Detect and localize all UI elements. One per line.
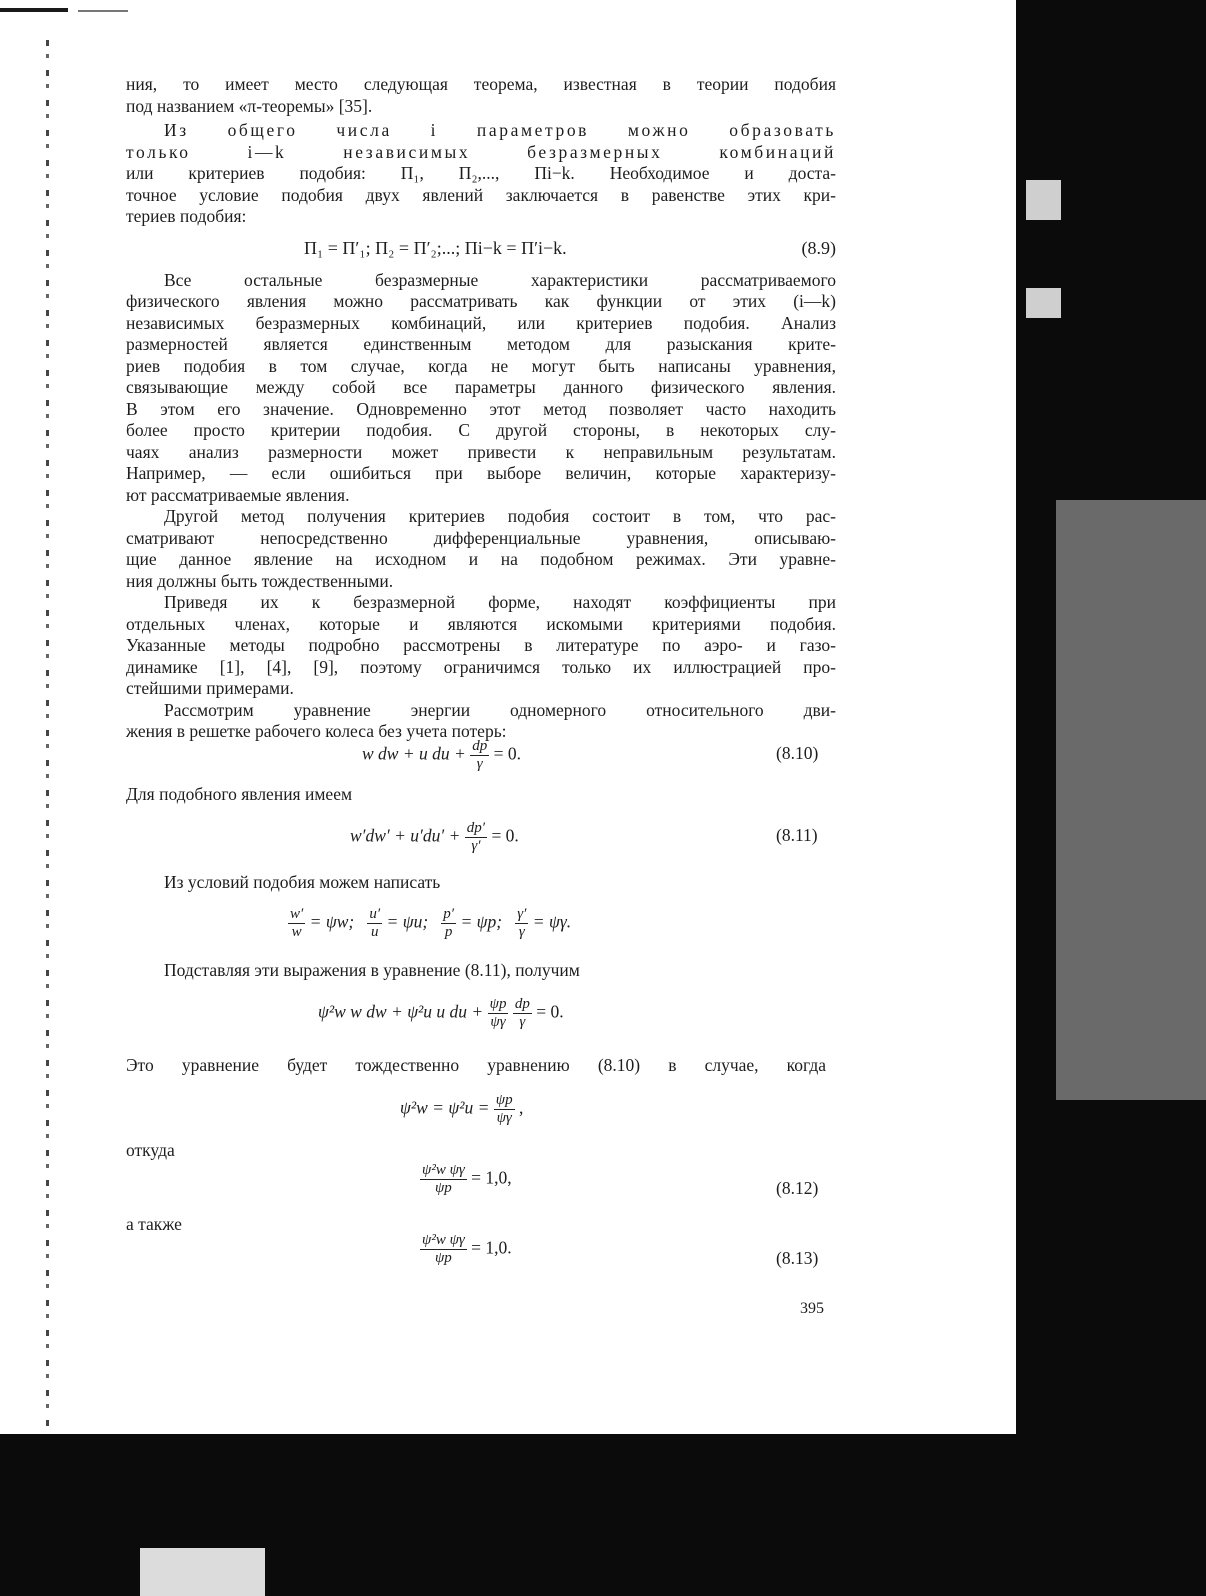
numerator: dp (514, 996, 530, 1012)
equation-number: (8.10) (776, 743, 819, 763)
text-line: под названием «π-теоремы» [35]. (126, 95, 373, 116)
fraction (515, 906, 528, 941)
text-line: более просто критерии подобия. С другой стороны, в некоторых слу- (126, 420, 836, 440)
numerator: p′ (443, 906, 455, 922)
scan-artifact-paper (140, 1548, 265, 1596)
text-line: жения в решетке рабочего колеса без учета потерь: (126, 721, 507, 741)
text-line: физического явления можно рассматривать как функции от этих (i—k) (126, 291, 836, 311)
equation-8-13 (420, 1232, 512, 1267)
equation-part: = ψu; (386, 911, 429, 932)
equation-part: , (518, 1097, 524, 1118)
denominator: p (444, 924, 453, 940)
text-line: ния, то имеет место следующая теорема, известная в теории подобия (126, 74, 836, 94)
fraction (465, 820, 487, 855)
equation-part: = ψw; (309, 911, 355, 932)
fraction (488, 996, 509, 1031)
text-line: ния должны быть тождественными. (126, 570, 394, 591)
equation-part: ψ²w = ψ²u = (400, 1097, 490, 1118)
text-line: териев подобия: (126, 206, 247, 226)
numerator: γ′ (517, 906, 527, 922)
text-line: отдельных членах, которые и являются искомыми критериями подобия. (126, 613, 836, 634)
text-line: риев подобия в том случае, когда не могут быть написаны уравнения, (126, 355, 836, 376)
page-number: 395 (800, 1300, 824, 1317)
text-line: чаях анализ размерности может привести к неправильным результатам. (126, 441, 836, 462)
equation-part: = 1,0. (471, 1237, 512, 1258)
text-line: ют рассматриваемые явления. (126, 484, 350, 505)
equation-part: = 0. (491, 825, 519, 846)
equation-number: (8.9) (801, 237, 836, 258)
denominator: γ (476, 756, 483, 772)
page-content (126, 74, 836, 743)
denominator: ψγ (490, 1014, 506, 1030)
numerator: ψp (489, 996, 507, 1012)
equation-part: = ψγ. (532, 911, 572, 932)
fraction (494, 1092, 515, 1127)
text-line: Из общего числа i параметров можно образовать (164, 120, 836, 140)
numerator: dp (472, 738, 488, 754)
equation-8-12 (420, 1162, 512, 1197)
denominator: ψp (434, 1180, 452, 1196)
text-line: Другой метод получения критериев подобия состоит в том, что рас- (164, 506, 836, 526)
text-line: независимых безразмерных комбинаций, или критериев подобия. Анализ (126, 312, 836, 333)
numerator: u′ (369, 906, 381, 922)
denominator: γ (519, 1014, 526, 1030)
equation-part: = 0. (536, 1001, 564, 1022)
denominator: w (291, 924, 302, 940)
equation-8-9 (126, 234, 836, 268)
text-line: Все остальные безразмерные характеристики рассматриваемого (164, 269, 836, 290)
denominator: γ (518, 924, 525, 940)
equation-body: Π₁ = Π′₁; Π₂ = Π′₂;...; Πi−k = Π′i−k. (304, 237, 567, 258)
similarity-ratios (288, 906, 571, 941)
text-line: Например, — если ошибиться при выборе величин, которые характеризу- (126, 463, 836, 483)
equation-number: (8.12) (776, 1178, 819, 1198)
equation-part: w dw + u du + (362, 743, 466, 764)
equation-number: (8.13) (776, 1248, 819, 1268)
fraction (420, 1232, 467, 1267)
denominator: u (371, 924, 379, 940)
fraction (513, 996, 532, 1031)
text-line: Рассмотрим уравнение энергии одномерного относительного дви- (164, 699, 836, 720)
equation-part: = 1,0, (471, 1167, 512, 1188)
equation-substituted (318, 996, 564, 1031)
text-line: Приведя их к безразмерной форме, находят коэффициенты при (164, 592, 836, 612)
numerator: ψ²w ψγ (422, 1232, 465, 1248)
page-left-edge (46, 40, 49, 1460)
text-line: В этом его значение. Одновременно этот метод позволяет часто находить (126, 398, 836, 419)
text-line: откуда (126, 1140, 175, 1160)
text-line: Это уравнение будет тождественно уравнению (8.10) в случае, когда (126, 1055, 826, 1075)
text-line: а также (126, 1214, 182, 1234)
equation-part: = ψp; (460, 911, 503, 932)
fraction (288, 906, 305, 941)
text-line: связывающие между собой все параметры данного физического явления. (126, 377, 836, 397)
text-line: Из условий подобия можем написать (164, 872, 441, 892)
denominator: ψp (434, 1250, 452, 1266)
text-line: размерностей является единственным методом для разыскания крите- (126, 334, 836, 354)
equation-number: (8.11) (776, 825, 818, 845)
equation-condition (400, 1092, 523, 1127)
text-line: стейшими примерами. (126, 678, 294, 698)
numerator: w′ (290, 906, 304, 922)
numerator: dp′ (466, 820, 486, 836)
text-line: только i—k независимых безразмерных комбинаций (126, 141, 836, 162)
numerator: ψ²w ψγ (422, 1162, 465, 1178)
equation-part: = 0. (493, 743, 521, 764)
equation-part: ψ²w w dw + ψ²u u du + (318, 1001, 484, 1022)
equation-8-10 (362, 738, 521, 773)
text-line: точное условие подобия двух явлений заключается в равенстве этих кри- (126, 184, 836, 205)
text-line: сматривают непосредственно дифференциальные уравнения, описываю- (126, 527, 836, 548)
text-line: щие данное явление на исходном и на подобном режимах. Эти уравне- (126, 549, 836, 569)
equation-8-11 (350, 820, 519, 855)
fraction (420, 1162, 467, 1197)
text-line: Для подобного явления имеем (126, 784, 353, 804)
text-line: динамике [1], [4], [9], поэтому ограничимся только их иллюстрацией про- (126, 656, 836, 677)
denominator: ψγ (496, 1110, 512, 1126)
fraction (367, 906, 382, 941)
text-line: Указанные методы подробно рассмотрены в литературе по аэро- и газо- (126, 635, 836, 655)
fraction (470, 738, 489, 773)
numerator: ψp (495, 1092, 513, 1108)
text-line: Подставляя эти выражения в уравнение (8.11), получим (164, 960, 580, 980)
scan-border-right (1016, 0, 1206, 1596)
scan-artifact-rule (0, 8, 68, 12)
denominator: γ′ (471, 838, 481, 854)
fraction (441, 906, 456, 941)
equation-part: w′dw′ + u′du′ + (350, 825, 461, 846)
text-line: или критериев подобия: Π₁, Π₂,..., Πi−k. Необходимое и доста- (126, 163, 836, 183)
scan-artifact-rule (78, 10, 128, 12)
